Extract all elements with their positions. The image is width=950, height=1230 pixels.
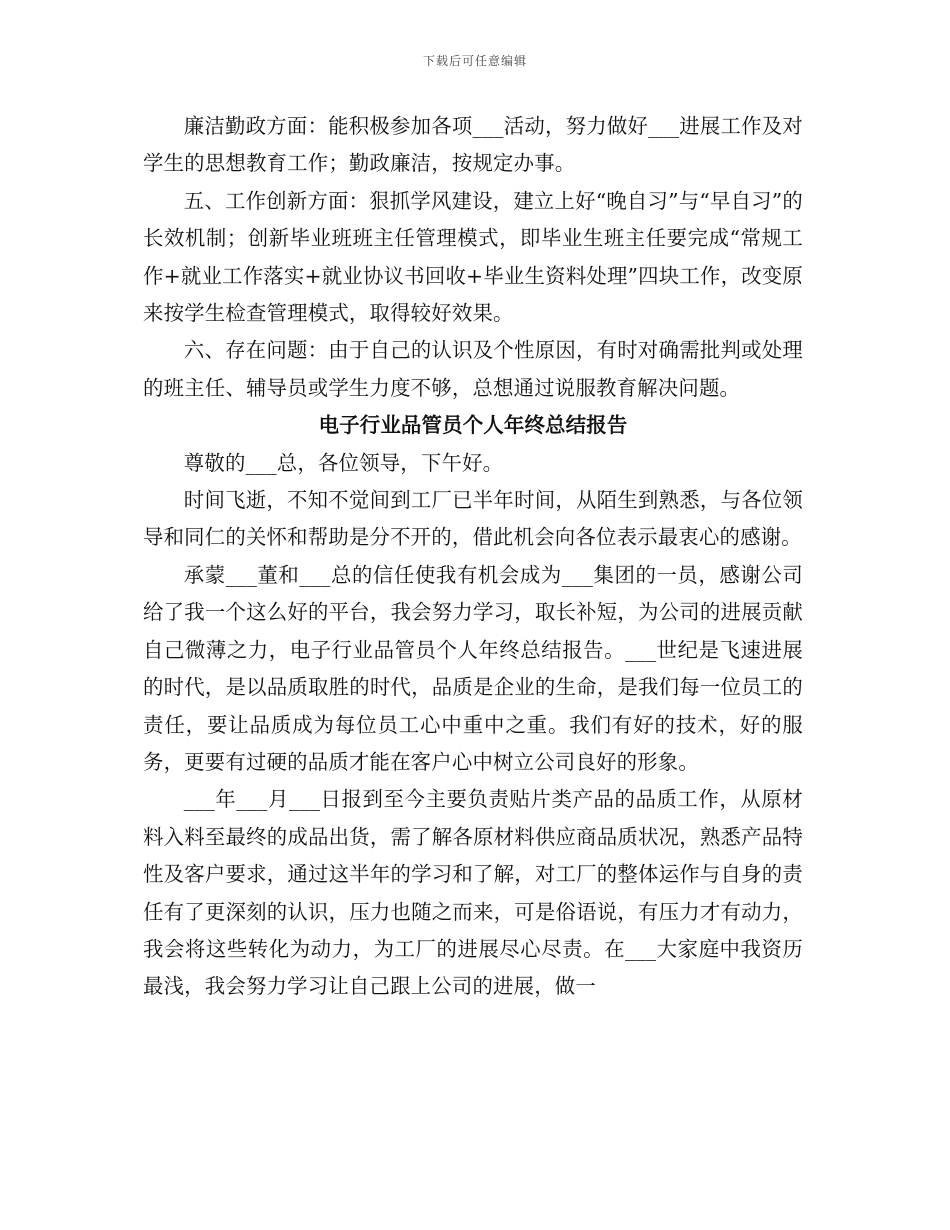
document-body: [143, 108, 803, 1006]
page-header: 下载后可任意编辑: [422, 54, 527, 68]
paragraph-innovation: 五、工作创新方面：狠抓学风建设，建立上好“晚自习”与“早自习”的长效机制；创新毕业班班主任管理模式，即毕业生班主任要完成“常规工作+就业工作落实+就业协议书回收+毕业生资料处理”四块工作，改变原来按学生检查管理模式，取得较好效果。: [143, 188, 803, 326]
section-title: 电子行业品管员个人年终总结报告: [318, 413, 628, 438]
paragraph-thanks: 时间飞逝，不知不觉间到工厂已半年时间，从陌生到熟悉，与各位领导和同仁的关怀和帮助是分不开的，借此机会向各位表示最衷心的感谢。: [143, 488, 803, 550]
paragraph-problems: 六、存在问题：由于自己的认识及个性原因，有时对确需批判或处理的班主任、辅导员或学生力度不够，总想通过说服教育解决问题。: [143, 338, 803, 400]
paragraph-responsibility: ___年___月___日报到至今主要负责贴片类产品的品质工作，从原材料入料至最终的成品出货，需了解各原材料供应商品质状况，熟悉产品特性及客户要求，通过这半年的学习和了解，对工厂的整体运作与自身的责任有了更深刻的认识，压力也随之而来，可是俗语说，有压力才有动力，我会将这些转化为动力，为工厂的进展尽心尽责。在___大家庭中我资历最浅，我会努力学习让自己跟上公司的进展，做一: [143, 787, 803, 999]
paragraph-greeting: 尊敬的___总，各位领导，下午好。: [183, 450, 504, 475]
paragraph-integrity: 廉洁勤政方面：能积极参加各项___活动，努力做好___进展工作及对学生的思想教育工作；勤政廉洁，按规定办事。: [143, 114, 803, 176]
paragraph-platform: 承蒙___董和___总的信任使我有机会成为___集团的一员，感谢公司给了我一个这么好的平台，我会努力学习，取长补短，为公司的进展贡献自己微薄之力，电子行业品管员个人年终总结报告。___世纪是飞速进展的时代，是以品质取胜的时代，品质是企业的生命，是我们每一位员工的责任，要让品质成为每位员工心中重中之重。我们有好的技术，好的服务，更要有过硬的品质才能在客户心中树立公司良好的形象。: [143, 562, 803, 774]
